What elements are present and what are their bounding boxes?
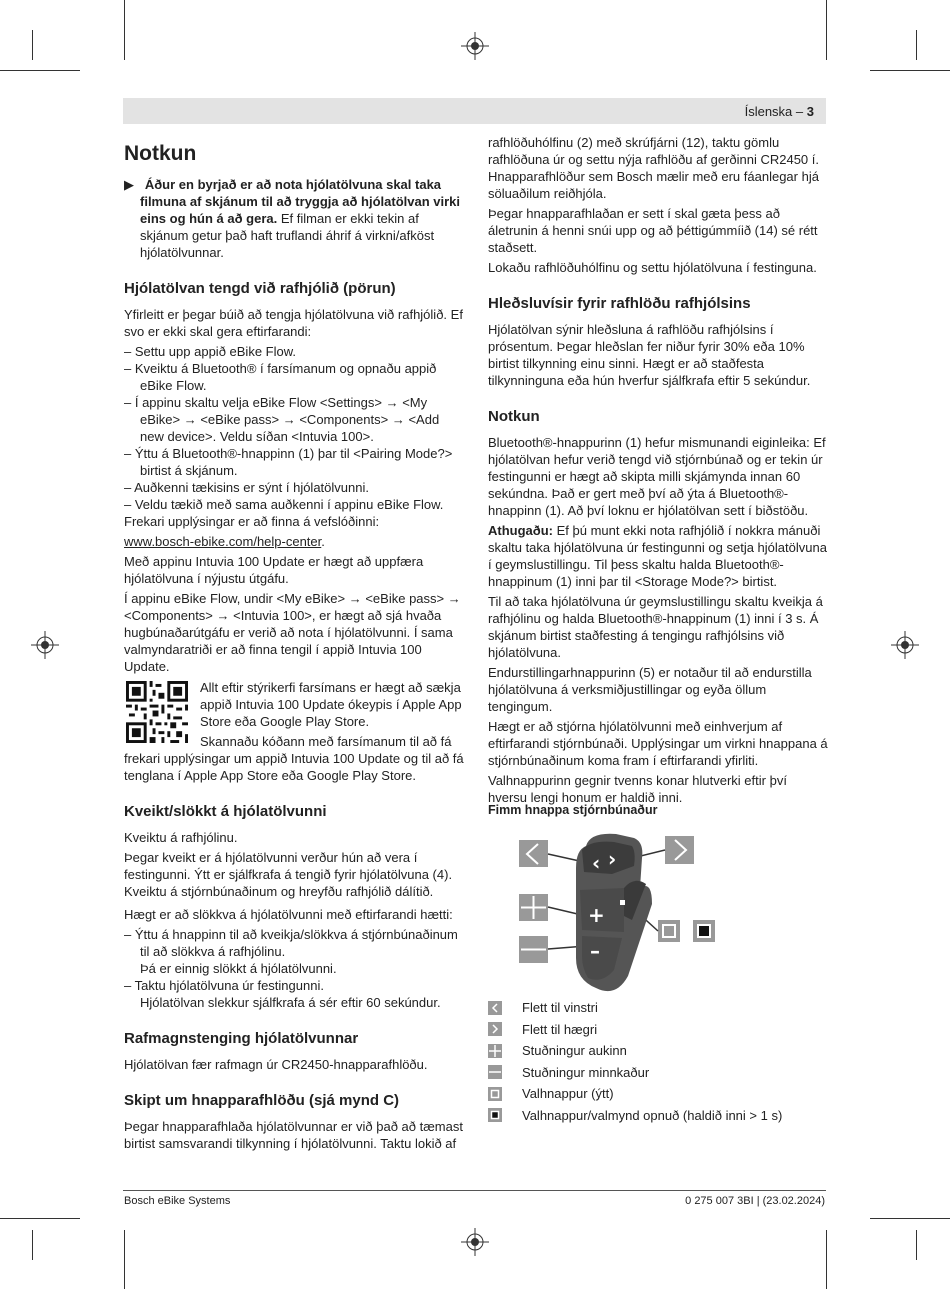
right-arrow-box: [665, 836, 694, 864]
select-short-box: [658, 920, 680, 942]
use-1: Bluetooth®-hnappurinn (1) hefur mismunandi eiginleika: Ef hjólatölvan hefur verið tengd við stjórnbúnað og er tekin úr festingunni er hægt að skipta milli skjámynda innan 60 sekúndna. Það er gert með því að ýta á Bluetooth®-hnappinn (1). Að því loknu er hjólatölvan sett í biðstöðu.: [488, 435, 826, 518]
use-3: Endurstillingarhnappurinn (5) er notaður til að endurstilla hjólatölvuna á verksmiðjustillingar og eyða öllum tengingum.: [488, 665, 812, 714]
page-number: 3: [806, 104, 814, 119]
registration-mark-bottom: [461, 1228, 489, 1256]
svg-text:›: ›: [608, 847, 617, 871]
footer-rule: [123, 1190, 826, 1191]
legend-row: [488, 1105, 828, 1127]
qr-text-1: Allt eftir stýrikerfi farsímans er hægt að sækja appið Intuvia 100 Update ókeypis í Apple App Store eða Google Play Store.: [200, 680, 462, 729]
update-paragraph-2: Í appinu eBike Flow, undir <My eBike> → <eBike pass> → <Components> → <Intuvia 100>, er hægt að sjá hvaða hugbúnaðarútgáfu er verið að nota í hjólatölvunni. Í sama valmyndaratriði er að finna tengil í appið Intuvia 100 Update.: [124, 591, 461, 674]
link-period: .: [321, 534, 325, 549]
charge-text: Hjólatölvan sýnir hleðsluna á rafhlöðu rafhjólsins í prósentum. Þegar hleðslan fer niður fyrir 30% eða 10% birtist tilkynning einu sinni. Hægt er að staðfesta tilkynninguna eða hún hverfur sjálfkrafa eftir 5 sekúndur.: [488, 322, 811, 388]
battery-3: Lokaðu rafhlöðuhólfinu og settu hjólatölvuna í festinguna.: [488, 260, 817, 275]
off-intro: Hægt er að slökkva á hjólatölvunni með eftirfarandi hætti:: [124, 907, 453, 922]
crop-mark: [0, 70, 80, 71]
pair-step-1: – Settu upp appið eBike Flow.: [124, 344, 297, 359]
legend-row: [488, 1019, 828, 1041]
registration-mark-right: [891, 631, 919, 659]
battery-2: Þegar hnapparafhlaðan er sett í skal gæta þess að áletrunin á henni snúi upp og að þéttigúmmíið (14) sé rétt staðsett.: [488, 206, 818, 255]
warning-rest: Ef filman er ekki tekin af skjánum getur það haft truflandi áhrif á virkni/afköst hjólatölvunnar.: [140, 211, 435, 260]
update-paragraph-1: Með appinu Intuvia 100 Update er hægt að uppfæra hjólatölvuna í nýjustu útgáfu.: [124, 554, 424, 586]
pair-step-2: – Kveiktu á Bluetooth® í farsímanum og opnaðu appið eBike Flow.: [124, 361, 437, 393]
use-2: Til að taka hjólatölvuna úr geymslustillingu skaltu kveikja á rafhjólinu og halda Bluetooth®-hnappinum (1) inni í 3 s. Á skjánum birtist staðfesting á tengingu rafhjólsins við hjólatölvuna.: [488, 594, 823, 660]
legend-row: [488, 997, 828, 1019]
crop-mark: [916, 1230, 917, 1260]
crop-mark: [870, 1218, 950, 1219]
registration-mark-left: [31, 631, 59, 659]
legend-row: [488, 1062, 828, 1084]
heading-charge: Hleðsluvísir fyrir rafhlöðu rafhjólsins: [488, 295, 751, 312]
page-header: [745, 103, 814, 120]
warning-bold: Áður en byrjað er að nota hjólatölvuna skal taka filmuna af skjánum til að tryggja að hjólatölvan virki eins og hún á að gera.: [140, 177, 461, 226]
off-step-1: – Ýttu á hnappinn til að kveikja/slökkva á stjórnbúnaðinum til að slökkva á rafhjólinu.: [124, 927, 458, 959]
right-column: [488, 134, 828, 809]
qr-code-icon[interactable]: [124, 681, 190, 743]
heading-power: Rafmagnstenging hjólatölvunnar: [124, 1030, 359, 1047]
legend: [488, 997, 828, 1126]
heading-on-off: Kveikt/slökkt á hjólatölvunni: [124, 803, 327, 820]
crop-mark: [916, 30, 917, 60]
pair-step-5: – Auðkenni tækisins er sýnt í hjólatölvunni.: [124, 480, 369, 495]
header-bar: [123, 98, 826, 124]
left-arrow-box: [519, 840, 548, 867]
crop-mark: [826, 0, 827, 60]
qr-text-2: Skannaðu kóðann með farsímanum til að fá frekari upplýsingar um appið Intuvia 100 Update og til að fá tenglana í Apple App Store eða Google Play Store.: [124, 734, 464, 783]
figure-title: Fimm hnappa stjórnbúnaður: [488, 803, 658, 817]
select-long-icon: [488, 1108, 502, 1122]
crop-mark: [124, 1230, 125, 1289]
qr-block: [124, 679, 464, 784]
legend-label: Flett til vinstri: [522, 1000, 598, 1016]
note-text: Ef þú munt ekki nota rafhjólið í nokkra mánuði skaltu taka hjólatölvuna úr festingunni og setja hjólatölvuna í geymslustillingu. Til þess skaltu halda Bluetooth®-hnappinum (1) inni þar til <Storage Mode?> birtist.: [488, 523, 827, 589]
legend-label: Flett til hægri: [522, 1021, 598, 1037]
svg-text:+: +: [588, 903, 605, 927]
svg-text:–: –: [590, 939, 600, 963]
off-step-2b: Hjólatölvan slekkur sjálfkrafa á sér eftir 60 sekúndur.: [140, 995, 441, 1010]
more-info: Frekari upplýsingar er að finna á vefslóðinni:: [124, 514, 380, 529]
footer-left: Bosch eBike Systems: [124, 1195, 231, 1207]
pair-step-6: – Veldu tækið með sama auðkenni í appinu eBike Flow.: [124, 497, 444, 512]
select-short-icon: [488, 1087, 502, 1101]
battery-continued: rafhlöðuhólfinu (2) með skrúfjárni (12), taktu gömlu rafhlöðuna úr og settu nýja rafhlöðu af gerðinni CR2450 í. Hnapparafhlöður sem Bosch mælir með eru fáanlegar hjá söluaðilum reiðhjóla.: [488, 135, 819, 201]
note-label: Athugaðu:: [488, 523, 553, 538]
heading-battery: Skipt um hnapparafhlöðu (sjá mynd C): [124, 1092, 400, 1109]
use-5: Valhnappurinn gegnir tvenns konar hlutverki eftir því hversu lengi honum er haldið inni.: [488, 773, 787, 805]
legend-label: Valhnappur/valmynd opnuð (haldið inni > 1 s): [522, 1107, 783, 1123]
pair-intro: Yfirleitt er þegar búið að tengja hjólatölvuna við rafhjólið. Ef svo er ekki skal gera eftirfarandi:: [124, 307, 463, 339]
pair-step-4: – Ýttu á Bluetooth®-hnappinn (1) þar til <Pairing Mode?> birtist á skjánum.: [124, 446, 453, 478]
chevron-right-icon: [488, 1022, 502, 1036]
crop-mark: [870, 70, 950, 71]
help-center-link[interactable]: www.bosch-ebike.com/help-center: [124, 534, 322, 549]
help-center-link-line: [124, 533, 464, 550]
crop-mark: [826, 1230, 827, 1289]
on-2: Þegar kveikt er á hjólatölvunni verður hún að vera í festingunni. Ýtt er sjálfkrafa á tengið fyrir hjólatölvuna (4). Kveiktu á stjórnbúnaðinum og hreyfðu rafhjólið dálítið.: [124, 850, 453, 899]
use-4: Hægt er að stjórna hjólatölvunni með einhverjum af eftirfarandi stjórnbúnaði. Upplýsingar um virkni hnappana á stjórnbúnaðinum koma fram í eftirfarandi yfirliti.: [488, 719, 828, 768]
plus-icon: [488, 1044, 502, 1058]
warning-paragraph: ▶ Áður en byrjað er að nota hjólatölvuna skal taka filmuna af skjánum til að tryggja að hjólatölvan virki eins og hún á að gera. Ef filman er ekki tekin af skjánum getur það haft truflandi áhrif á virkni/afköst hjólatölvunnar.: [124, 177, 461, 260]
heading-usage-2: Notkun: [488, 408, 540, 425]
legend-label: Stuðningur minnkaður: [522, 1064, 650, 1080]
minus-icon: [488, 1065, 502, 1079]
power-text: Hjólatölvan fær rafmagn úr CR2450-hnapparafhlöðu.: [124, 1057, 428, 1072]
legend-label: Valhnappur (ýtt): [522, 1086, 614, 1102]
battery-text: Þegar hnapparafhlaða hjólatölvunnar er við það að tæmast birtist samsvarandi tilkynning í hjólatölvunni. Taktu lokið af: [124, 1119, 463, 1151]
left-column: [124, 134, 464, 1155]
off-step-2: – Taktu hjólatölvuna úr festingunni.: [124, 978, 324, 993]
crop-mark: [0, 1218, 80, 1219]
crop-mark: [124, 0, 125, 60]
svg-text:‹: ‹: [592, 851, 601, 875]
crop-mark: [32, 30, 33, 60]
legend-row: [488, 1083, 828, 1105]
heading-usage: Notkun: [124, 142, 197, 165]
crop-mark: [32, 1230, 33, 1260]
on-1: Kveiktu á rafhjólinu.: [124, 830, 238, 845]
legend-row: [488, 1040, 828, 1062]
chevron-left-icon: [488, 1001, 502, 1015]
footer-right: 0 275 007 3BI | (23.02.2024): [685, 1195, 825, 1207]
registration-mark-top: [461, 32, 489, 60]
legend-label: Stuðningur aukinn: [522, 1043, 627, 1059]
note-paragraph: [488, 522, 828, 590]
header-language: Íslenska –: [744, 104, 804, 119]
off-step-1b: Þá er einnig slökkt á hjólatölvunni.: [140, 961, 337, 976]
controller-figure: [516, 828, 728, 998]
pair-step-3: – Í appinu skaltu velja eBike Flow <Settings> → <My eBike> → <eBike pass> → <Components> → <Add new device>. Veldu síðan <Intuvia 100>.: [124, 395, 440, 444]
heading-pairing: Hjólatölvan tengd við rafhjólið (pörun): [124, 280, 396, 297]
